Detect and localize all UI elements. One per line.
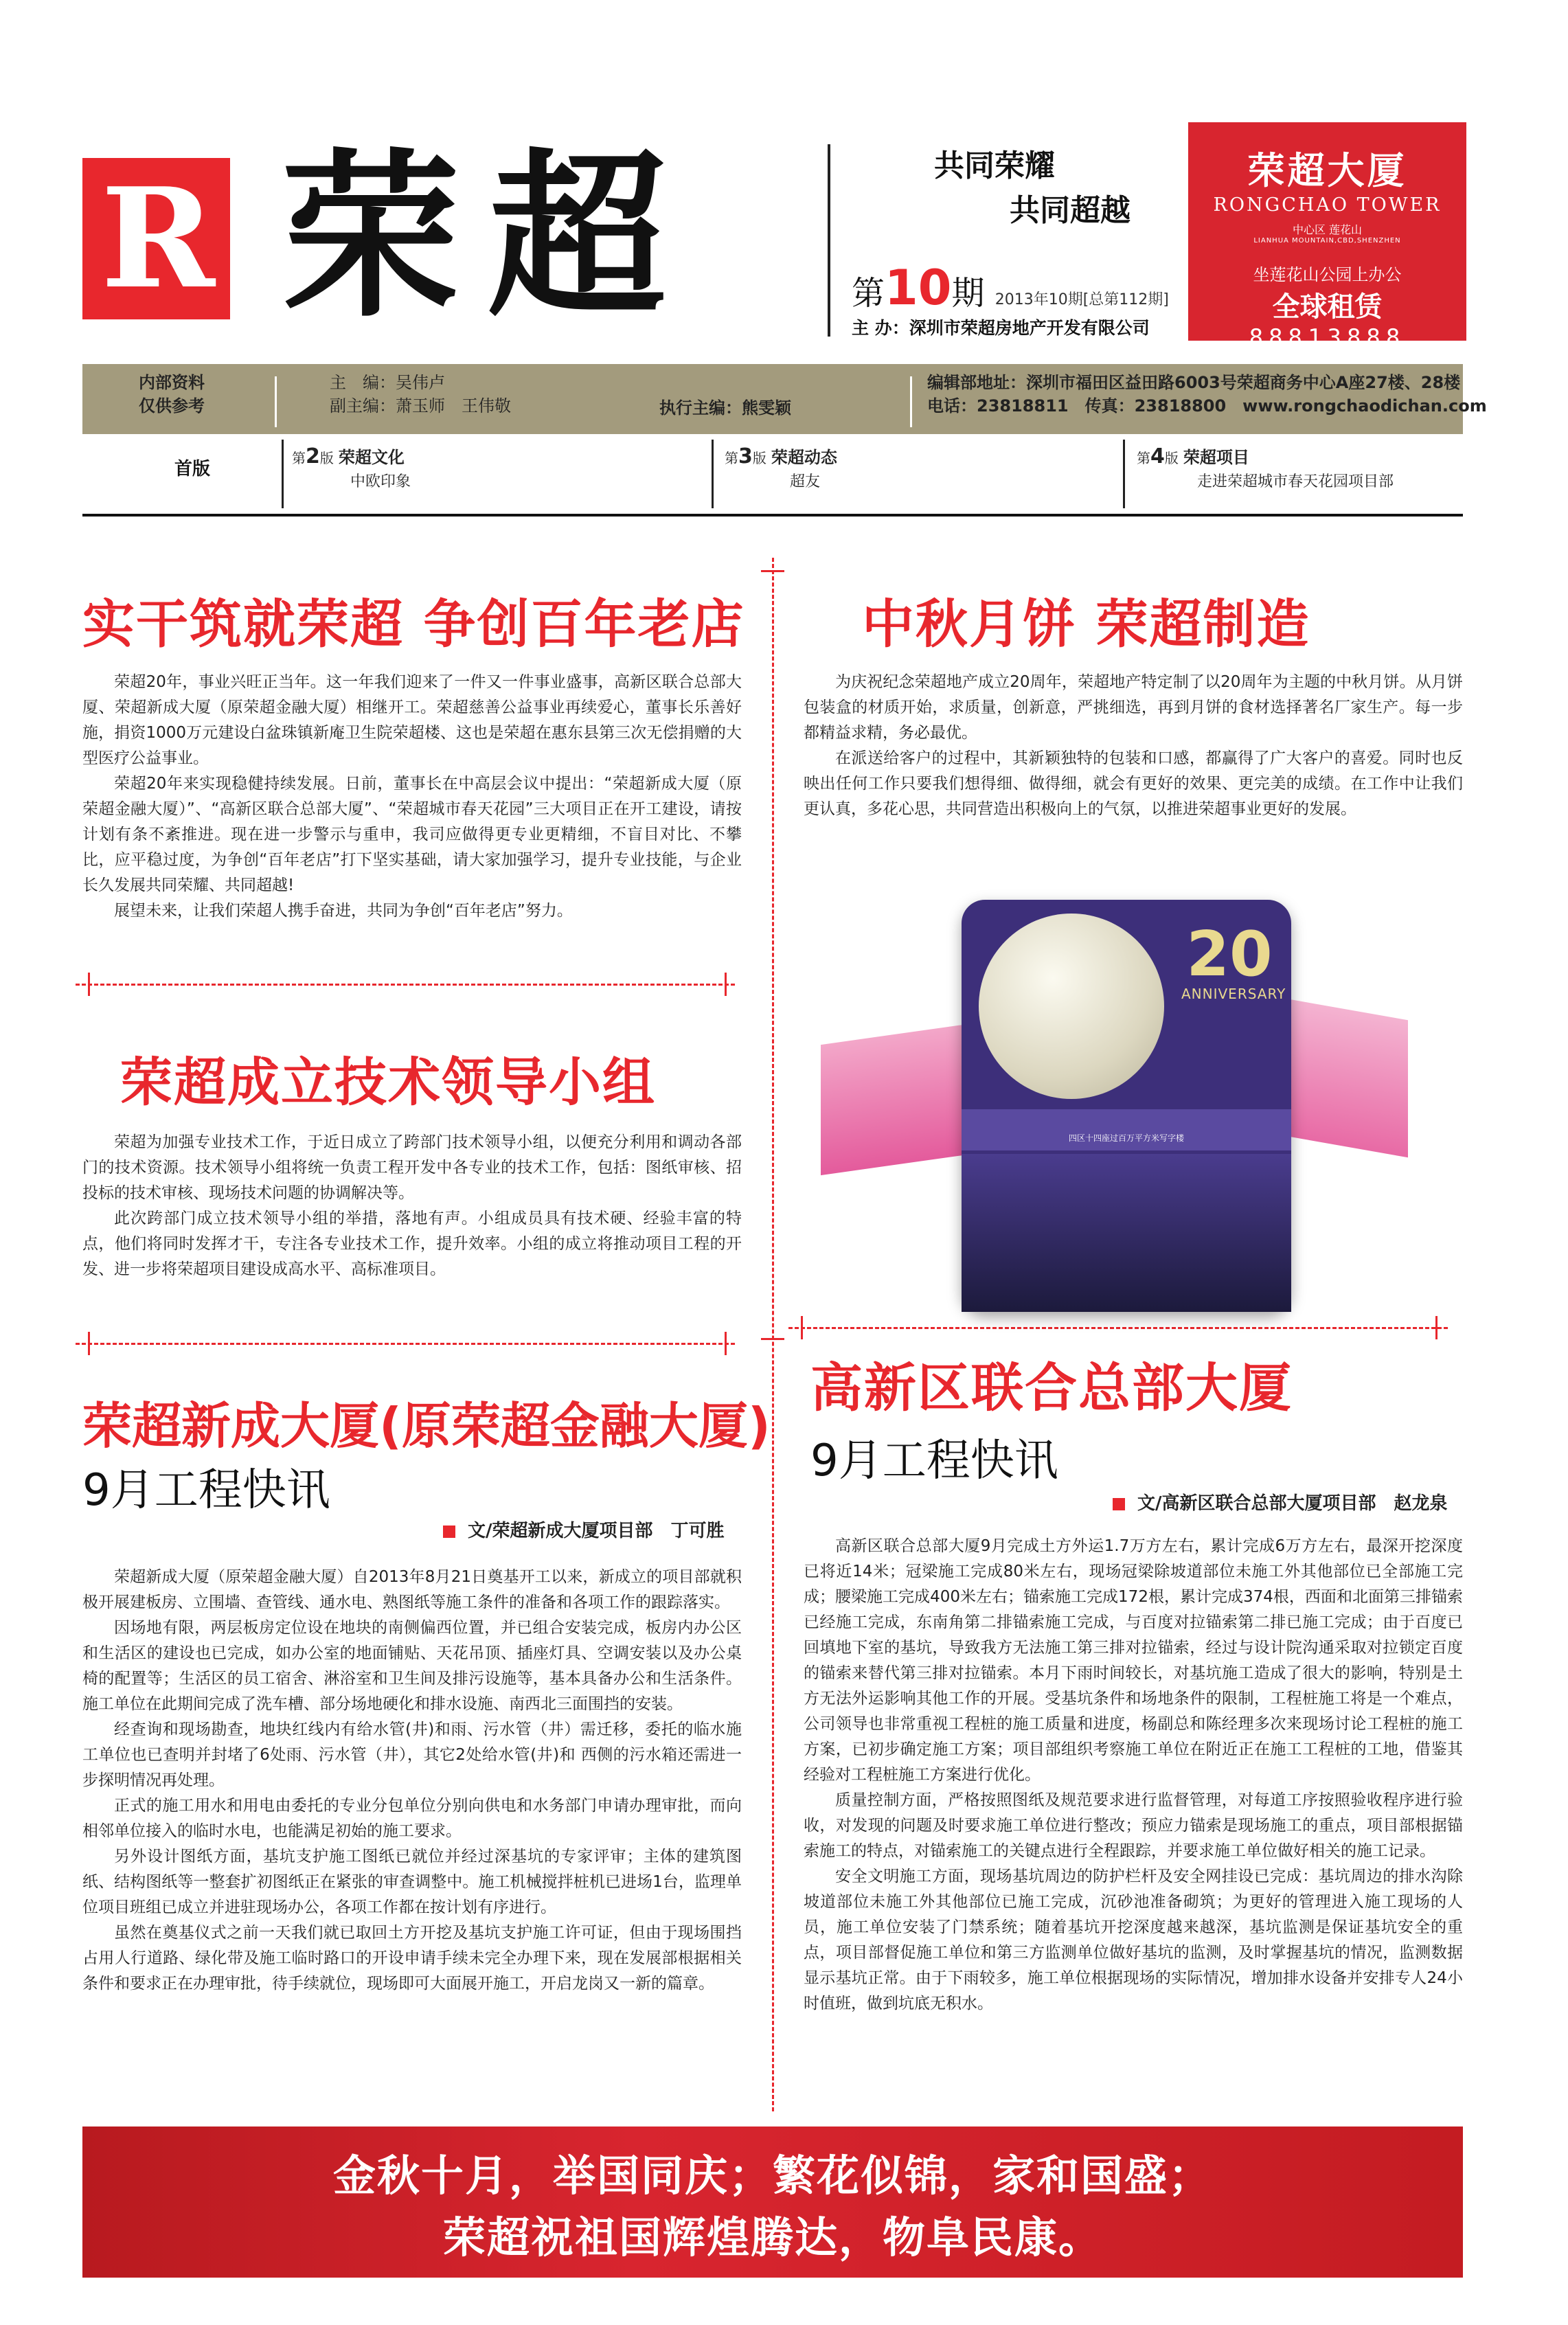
slogan-line-2: 共同超越 [1010, 193, 1130, 228]
article-3-paragraph: 荣超新成大厦（原荣超金融大厦）自2013年8月21日奠基开工以来，新成立的项目部就积极开展建板房、立围墙、查管线、通水电、熟图纸等施工条件的准备和各项工作的跟踪落实。 [82, 1568, 742, 1611]
banner-line-2: 荣超祝祖国辉煌腾达，物阜民康。 [442, 2212, 1102, 2262]
article-1-headline: 实干筑就荣超 争创百年老店 [82, 593, 745, 655]
article-4-headline: 中秋月饼 荣超制造 [862, 593, 1310, 655]
nav-subtitle: 走进荣超城市春天花园项目部 [1197, 473, 1394, 490]
nav-page-suffix: 版 [1164, 450, 1179, 466]
article-3-paragraph: 正式的施工用水和用电由委托的专业分包单位分别向供电和水务部门申请办理审批，而向相邻单位接入的临时水电，也能满足初始的施工要求。 [82, 1797, 742, 1840]
issue-suffix: 期 [951, 274, 985, 313]
nav-page-suffix: 版 [319, 450, 334, 466]
divider-tick [761, 570, 784, 572]
tower-location-en: LIANHUA MOUNTAIN,CBD,SHENZHEN [1253, 237, 1401, 245]
exec-editor: 执行主编：熊雯颖 [659, 398, 791, 418]
article-1-paragraph: 荣超20年，事业兴旺正当年。这一年我们迎来了一件又一件事业盛事，高新区联合总部大厦、荣超新成大厦（原荣超金融大厦）相继开工。荣超慈善公益事业再续爱心，董事长乐善好施，捐资1000万元建设白盆珠镇新庵卫生院荣超楼、这也是荣超在惠东县第三次无偿捐赠的大型医疗公益事业。 [82, 673, 742, 767]
tower-tagline-1: 坐莲花山公园上办公 [1253, 265, 1402, 284]
internal-note-1: 内部资料 [139, 373, 205, 392]
nav-front-page[interactable]: 首版 [174, 459, 210, 479]
article-2-headline: 荣超成立技术领导小组 [120, 1052, 656, 1113]
brand-title: 荣超 [282, 132, 694, 341]
internal-note-2: 仅供参考 [139, 396, 205, 416]
info-separator [910, 376, 912, 427]
issue-meta: 2013年10期[总第112期] [995, 291, 1169, 308]
nav-title: 荣超文化 [338, 447, 405, 467]
row-divider [788, 1327, 1448, 1329]
article-3-body [82, 1565, 742, 1997]
tower-tagline-2: 全球租赁 [1272, 291, 1383, 323]
article-3-paragraph: 另外设计图纸方面，基坑支护施工图纸已就位并经过深基坑的专家评审；主体的建筑图纸、结构图纸等一整套扩初图纸正在紧张的审查调整中。施工机械搅拌桩机已进场1台，监理单位项目班组已成立并进驻现场办公，各项工作都在按计划有序进行。 [82, 1848, 742, 1916]
article-1-paragraph: 荣超20年来实现稳健持续发展。日前，董事长在中高层会议中提出：“荣超新成大厦（原荣超金融大厦）”、“高新区联合总部大厦”、“荣超城市春天花园”三大项目正在开工建设，请按计划有条不紊推进。现在进一步警示与重申，我司应做得更专业更精细，不盲目对比、不攀比，应平稳过度，为争创“百年老店”打下坚实基础，请大家加强学习，提升专业技能，与企业长久发展共同荣耀、共同超越! [82, 775, 742, 894]
divider-tick [725, 1332, 727, 1355]
tower-ad [1188, 122, 1466, 352]
article-3-paragraph: 经查询和现场勘查，地块红线内有给水管(井)和雨、污水管（井）需迁移，委托的临水施工单位也已查明并封堵了6处雨、污水管（井），其它2处给水管(井)和 西侧的污水箱还需进一步探明情况再处理。 [82, 1721, 742, 1789]
anniversary-mark [1181, 918, 1286, 1002]
divider-tick [88, 1332, 90, 1355]
banner-line-1: 金秋十月，举国同庆；繁花似锦，家和国盛； [332, 2151, 1212, 2201]
article-3-paragraph: 虽然在奠基仪式之前一天我们就已取回土方开挖及基坑支护施工许可证，但由于现场围挡占用人行道路、绿化带及施工临时路口的开设申请手续未完全办理下来，现在发展部根据相关条件和要求正在办理审批，待手续就位，现场即可大面展开施工，开启龙岗又一新的篇章。 [82, 1924, 742, 1993]
article-3-byline [443, 1517, 725, 1542]
nav-title: 荣超项目 [1183, 447, 1249, 467]
nav-subtitle: 中欧印象 [350, 473, 411, 490]
row-divider [76, 1343, 735, 1345]
article-5-headline: 高新区联合总部大厦 [810, 1357, 1293, 1418]
row-divider [76, 984, 735, 986]
nav-item-page-2[interactable] [292, 445, 411, 494]
divider-tick [761, 1338, 784, 1340]
nav-item-page-3[interactable] [725, 445, 837, 494]
internal-note [82, 371, 261, 418]
article-5-paragraph: 质量控制方面，严格按照图纸及规范要求进行监督管理，对每道工序按照验收程序进行验收，对发现的问题及时要求施工单位进行整改；预应力锚索是现场施工的重点，项目部根据锚索施工的特点，对锚索施工的关键点进行全程跟踪，并要求施工单位做好相关的施工记录。 [804, 1791, 1463, 1860]
divider-tick [725, 973, 727, 996]
tower-location-cn: 中心区 莲花山 [1292, 223, 1363, 236]
article-4-paragraph: 为庆祝纪念荣超地产成立20周年，荣超地产特定制了以20周年为主题的中秋月饼。从月饼包装盒的材质开始，求质量，创新意，严挑细选，再到月饼的食材选择著名厂家生产。每一步都精益求精，务必最优。 [804, 673, 1463, 742]
address: 编辑部地址：深圳市福田区益田路6003号荣超商务中心A座27楼、28楼 [927, 373, 1461, 392]
nav-page-number: 2 [306, 444, 320, 468]
nav-separator [1123, 440, 1125, 508]
article-3-subtitle: 9月工程快讯 [82, 1465, 330, 1516]
editors [330, 371, 511, 418]
box-photo-strip [962, 1109, 1291, 1150]
box-city-night-image [962, 1154, 1291, 1312]
nav-title: 荣超动态 [771, 447, 837, 467]
nav-separator [282, 440, 284, 508]
byline-marker [1113, 1498, 1125, 1510]
nav-page-suffix: 版 [752, 450, 766, 466]
article-2-paragraph: 此次跨部门成立技术领导小组的举措，落地有声。小组成员具有技术硬、经验丰富的特点，他们将同时发挥才干，专注各专业技术工作，提升效率。小组的成立将推动项目工程的开发、进一步将荣超项目建设成高水平、高标准项目。 [82, 1210, 742, 1278]
article-2-paragraph: 荣超为加强专业技术工作，于近日成立了跨部门技术领导小组，以便充分利用和调动各部门的技术资源。技术领导小组将统一负责工程开发中各专业的技术工作，包括：图纸审核、招投标的技术审核、现场技术问题的协调解决等。 [82, 1133, 742, 1202]
divider-tick [88, 973, 90, 996]
tower-phone: 88813888 [1249, 324, 1406, 352]
nav-page-prefix: 第 [1137, 450, 1150, 466]
divider-tick [801, 1316, 803, 1339]
masthead-divider [828, 144, 830, 337]
article-2-body [82, 1130, 742, 1282]
article-4-paragraph: 在派送给客户的过程中，其新颖独特的包装和口感，都赢得了广大客户的喜爱。同时也反映出任何工作只要我们想得细、做得细，就会有更好的效果、更完美的成绩。在工作中让我们更认真，多花心思，共同营造出积极向上的气氛，以推进荣超事业更好的发展。 [804, 749, 1463, 818]
article-1-body [82, 670, 742, 924]
article-1-paragraph: 展望未来，让我们荣超人携手奋进，共同为争创“百年老店”努力。 [114, 902, 573, 920]
article-5-subtitle: 9月工程快讯 [810, 1436, 1058, 1486]
divider-tick [1435, 1316, 1438, 1339]
article-5-body [804, 1534, 1463, 2017]
tower-title-cn: 荣超大厦 [1247, 148, 1407, 192]
byline-text: 文/高新区联合总部大厦项目部 赵龙泉 [1137, 1493, 1448, 1514]
byline-marker [443, 1526, 455, 1538]
contacts: 电话：23818811 传真：23818800 www.rongchaodichan.com [927, 396, 1487, 416]
nav-page-prefix: 第 [292, 450, 306, 466]
chief-editor: 主 编：吴伟卢 [330, 373, 445, 392]
nav-page-number: 4 [1150, 444, 1165, 468]
editorial-address [927, 371, 1487, 418]
issue-info [852, 260, 1169, 316]
anniversary-number: 20 [1186, 918, 1273, 990]
logo-glyph: R [100, 158, 216, 319]
article-5-paragraph: 安全文明施工方面，现场基坑周边的防护栏杆及安全网挂设已完成：基坑周边的排水沟除坡道部位未施工外其他部位已施工完成，沉砂池准备砌筑；为更好的管理进入施工现场的人员，施工单位安装了门禁系统；随着基坑开挖深度越来越深，基坑监测是保证基坑安全的重点，项目部督促施工单位和第三方监测单位做好基坑的监测，及时掌握基坑的情况，监测数据显示基坑正常。由于下雨较多，施工单位根据现场的实际情况，增加排水设备并安排专人24小时值班，做到坑底无积水。 [804, 1868, 1463, 2012]
moon-image [979, 914, 1164, 1099]
sponsor: 主 办：深圳市荣超房地产开发有限公司 [852, 318, 1150, 338]
nav-page-number: 3 [738, 444, 753, 468]
tower-title-en: RONGCHAO TOWER [1213, 194, 1442, 216]
article-5-paragraph: 高新区联合总部大厦9月完成土方外运1.7万方左右，累计完成6万方左右，最深开挖深度已将近14米；冠梁施工完成80米左右，现场冠梁除坡道部位未施工外其他部位已全部施工完成；腰梁施工完成400米左右；锚索施工完成172根，累计完成374根，西面和北面第三排锚索已经施工完成，东南角第二排锚索施工完成，与百度对拉锚索第二排已施工完成；由于百度已回填地下室的基坑，导致我方无法施工第三排对拉锚索，经过与设计院沟通采取对拉锁定百度的锚索来替代第三排对拉锚索。本月下雨时间较长，对基坑施工造成了很大的影响，特别是土方无法外运影响其他工作的开展。受基坑条件和场地条件的限制，工程桩施工将是一个难点，公司领导也非常重视工程桩的施工质量和进度，杨副总和陈经理多次来现场讨论工程桩的施工方案，已初步确定施工方案；项目部组织考察施工单位在附近正在施工工程桩的工地，借鉴其经验对工程桩施工方案进行优化。 [804, 1537, 1463, 1784]
article-3-headline: 荣超新成大厦(原荣超金融大厦) [82, 1397, 771, 1455]
deputy-editor: 副主编：萧玉师 王伟敬 [330, 396, 511, 416]
slogan-line-1: 共同荣耀 [934, 148, 1055, 183]
byline-text: 文/荣超新成大厦项目部 丁可胜 [468, 1521, 725, 1541]
nav-item-page-4[interactable] [1137, 445, 1394, 494]
article-5-byline [1113, 1489, 1448, 1515]
column-divider [772, 558, 774, 2111]
header-rule [82, 514, 1463, 517]
nav-subtitle: 超友 [790, 473, 821, 490]
nav-separator [712, 440, 714, 508]
anniversary-text: ANNIVERSARY [1181, 986, 1286, 1002]
article-3-paragraph: 因场地有限，两层板房定位设在地块的南侧偏西位置，并已组合安装完成，板房内办公区和生活区的建设也已完成，如办公室的地面铺贴、天花吊顶、插座灯具、空调安装以及办公桌椅的配置等；生活区的员工宿舍、淋浴室和卫生间及排污设施等，基本具备办公和生活条件。施工单位在此期间完成了洗车槽、部分场地硬化和排水设施、南西北三面围挡的安装。 [82, 1619, 742, 1713]
box-caption: 四区十四座过百万平方米写字楼 [1068, 1133, 1184, 1143]
info-separator [275, 376, 277, 427]
issue-prefix: 第 [852, 274, 885, 313]
article-4-body [804, 670, 1463, 822]
issue-number: 10 [885, 260, 952, 316]
nav-page-prefix: 第 [725, 450, 738, 466]
